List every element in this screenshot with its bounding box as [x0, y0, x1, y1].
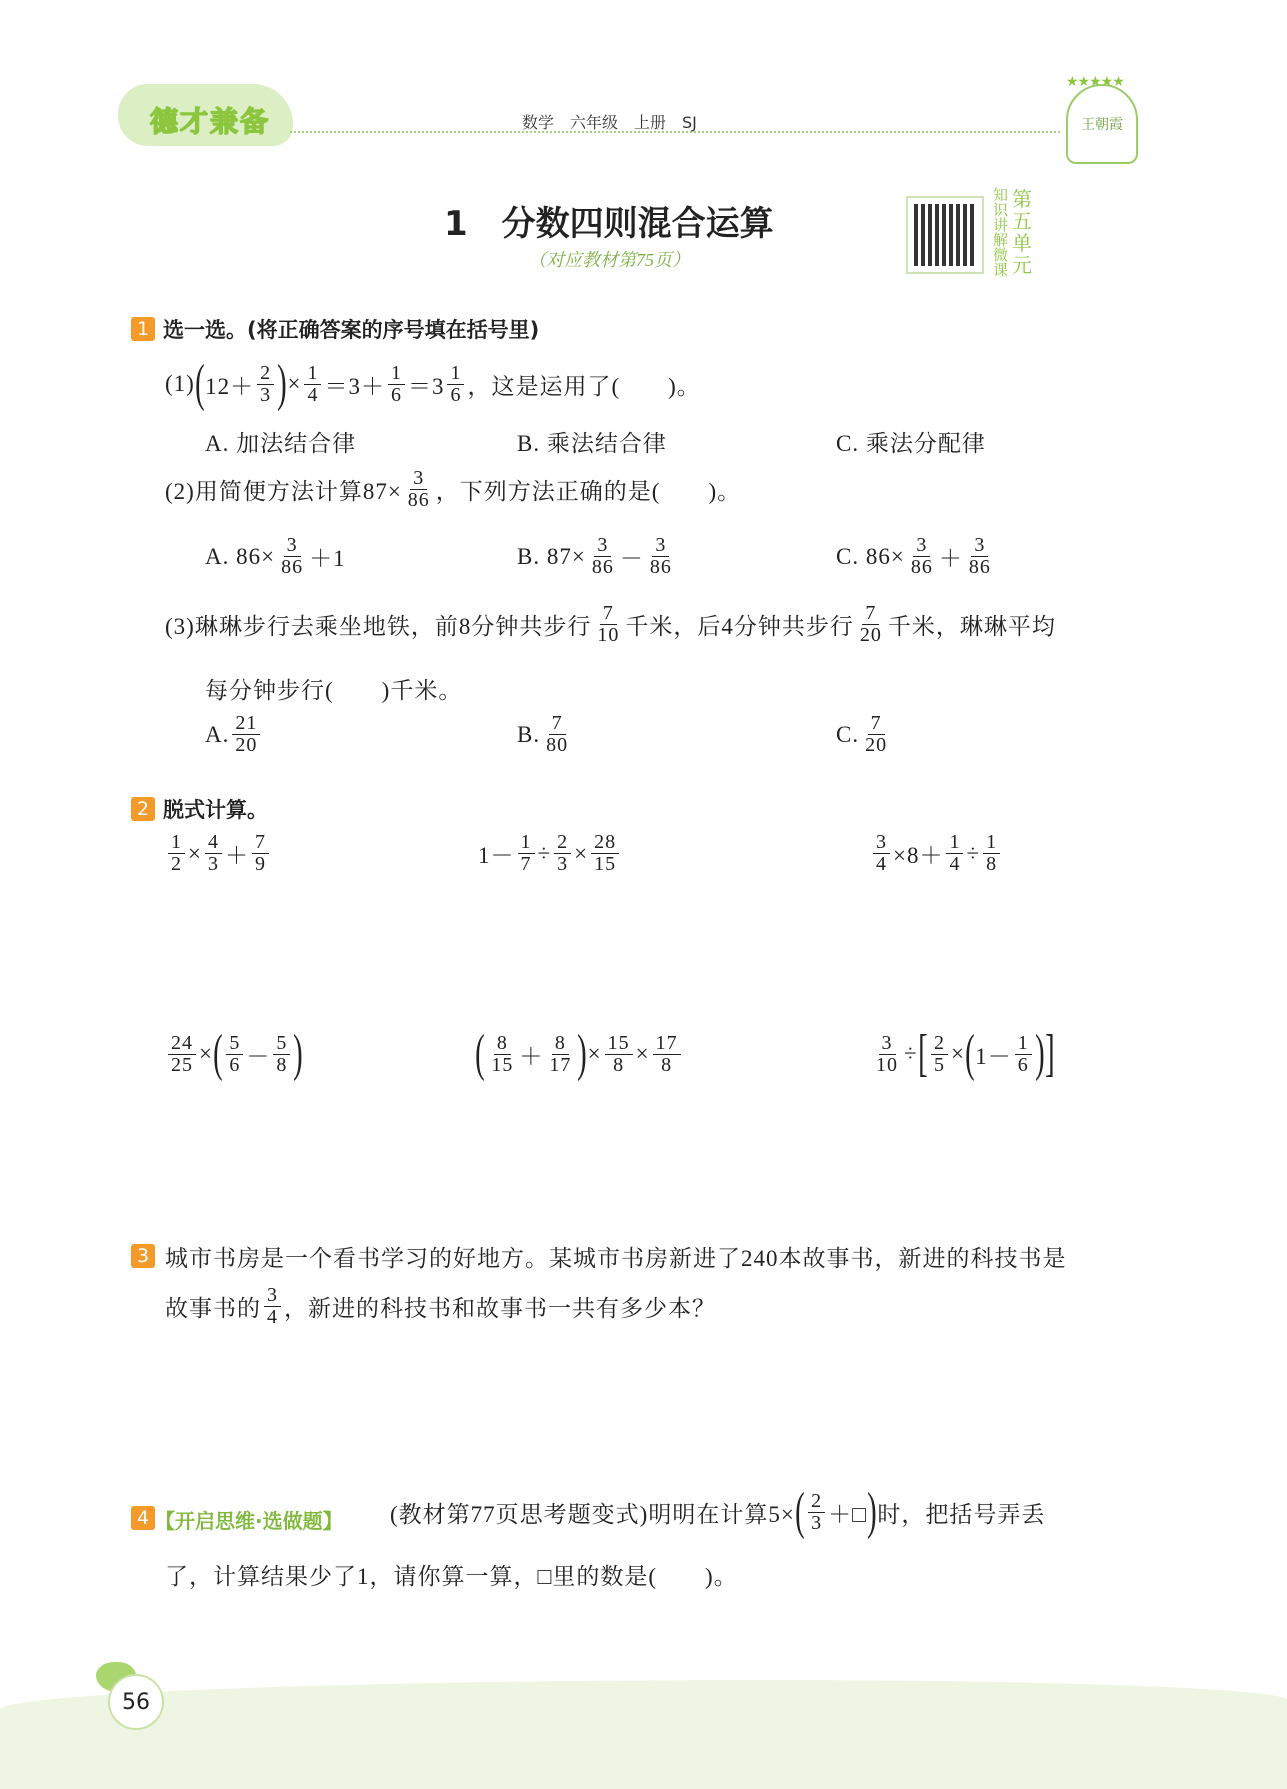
fraction [946, 832, 963, 875]
fraction [257, 363, 274, 406]
text: 12＋ [205, 373, 255, 399]
fraction [966, 535, 994, 578]
fraction [447, 363, 464, 406]
text: × [188, 840, 202, 866]
numerator: 17 [653, 1033, 681, 1055]
numerator: 8 [552, 1033, 569, 1055]
numerator: 7 [600, 603, 617, 625]
fraction [168, 1033, 196, 1076]
denominator: 6 [1017, 1053, 1029, 1076]
fraction [304, 363, 321, 406]
text: C. 乘法分配律 [836, 431, 986, 456]
text: ＋ [519, 1043, 544, 1069]
q1-number: 1 [131, 317, 155, 341]
fraction [908, 535, 936, 578]
q1-3-question [165, 603, 1056, 646]
fraction [647, 535, 675, 578]
text: ÷ [966, 840, 981, 866]
fraction [653, 1033, 681, 1076]
text: ＋ [938, 546, 963, 571]
q1-2-question [165, 468, 741, 511]
numerator: 7 [862, 603, 879, 625]
denominator: 9 [254, 853, 266, 875]
denominator: 7 [520, 853, 532, 875]
bracket: ) [867, 1483, 878, 1540]
text: 故事书的 [165, 1296, 261, 1321]
unit-label: 第五单元 [1012, 187, 1032, 277]
denominator: 86 [281, 556, 304, 578]
q1-1-option-c [836, 425, 986, 458]
denominator: 4 [949, 853, 961, 875]
fraction [589, 535, 617, 578]
text: 千米，琳琳平均 [887, 614, 1056, 639]
text: 千米，后4分钟共步行 [625, 614, 854, 639]
q2-expr-2 [478, 832, 622, 875]
fraction [278, 535, 306, 578]
bracket: ( [194, 355, 206, 412]
fraction [862, 713, 890, 756]
q1-3-option-c [836, 713, 893, 756]
qr-label: 知识讲解微课 [993, 186, 1009, 279]
numerator: 1 [304, 363, 321, 385]
denominator: 86 [649, 556, 672, 578]
fraction [591, 832, 619, 875]
text: C. 86× [836, 543, 905, 569]
numerator: 3 [410, 468, 427, 490]
fraction [983, 832, 1000, 875]
denominator: 20 [865, 734, 888, 756]
q2-heading-text: 脱式计算。 [163, 798, 268, 822]
qr-code[interactable] [906, 196, 984, 274]
denominator: 8 [661, 1053, 673, 1076]
fraction [808, 1491, 825, 1534]
text: ＝3＋ [324, 373, 385, 399]
fraction [554, 832, 571, 875]
text: × [635, 1041, 650, 1066]
text: 1－ [975, 1043, 1012, 1069]
bracket: [ [917, 1025, 928, 1082]
denominator: 17 [549, 1053, 572, 1076]
denominator: 3 [811, 1511, 823, 1534]
bracket: ( [475, 1025, 486, 1082]
text: (3)琳琳步行去乘坐地铁，前8分钟共步行 [165, 614, 592, 639]
denominator: 8 [613, 1053, 625, 1076]
denominator: 80 [546, 734, 569, 756]
stars-icon: ★★★★★ [1066, 75, 1124, 90]
text: ×8＋ [893, 843, 944, 868]
seal-text: 王朝霞 [1081, 117, 1123, 133]
text: 每分钟步行( )千米。 [205, 678, 463, 703]
footer-band [0, 1680, 1287, 1789]
denominator: 3 [207, 853, 219, 875]
fraction [873, 1033, 901, 1076]
text: 时，把括号弄丢 [877, 1501, 1046, 1527]
numerator: 1 [946, 832, 963, 854]
denominator: 6 [450, 383, 462, 406]
q2-expr-6 [870, 1025, 1056, 1082]
text: ÷ [537, 840, 552, 866]
denominator: 10 [876, 1053, 898, 1076]
q4-text-line2 [165, 1558, 738, 1591]
text: ÷ [904, 1041, 918, 1066]
denominator: 8 [276, 1053, 288, 1076]
text: 城市书房是一个看书学习的好地方。某城市书房新进了240本故事书，新进的科技书是 [165, 1246, 1067, 1271]
text: × [574, 840, 589, 866]
qr-icon [914, 204, 976, 266]
denominator: 20 [235, 734, 258, 756]
denominator: 10 [597, 624, 620, 646]
q1-1-question [165, 355, 701, 412]
q4-number: 4 [131, 1506, 155, 1530]
fraction [168, 832, 185, 875]
numerator: 7 [549, 713, 566, 735]
numerator: 28 [591, 832, 619, 854]
numerator: 1 [447, 363, 464, 385]
fraction [594, 603, 622, 646]
text: B. 乘法结合律 [517, 431, 667, 456]
fraction [388, 363, 405, 406]
text: ＋1 [309, 546, 346, 571]
page-title: 1 分数四则混合运算 [444, 204, 774, 244]
denominator: 86 [910, 556, 933, 578]
page-number-circle [108, 1674, 164, 1730]
q2-expr-5 [475, 1025, 684, 1082]
denominator: 86 [591, 556, 614, 578]
q1-1-option-b [517, 425, 667, 458]
q1-3-option-a [205, 713, 263, 756]
numerator: 5 [273, 1033, 290, 1055]
denominator: 8 [986, 853, 998, 875]
numerator: 3 [284, 535, 301, 557]
q2-expr-4 [165, 1025, 304, 1082]
text: － [246, 1043, 271, 1069]
q1-3-option-b [517, 713, 574, 756]
text: B. 87× [517, 543, 586, 569]
fraction [205, 832, 222, 875]
fraction [252, 832, 269, 875]
bracket: ) [577, 1025, 588, 1082]
fraction [1015, 1033, 1032, 1076]
denominator: 86 [407, 489, 430, 511]
denominator: 6 [390, 383, 402, 406]
numerator: 3 [264, 1285, 281, 1307]
numerator: 3 [594, 535, 611, 557]
fraction [226, 1033, 243, 1076]
numerator: 15 [605, 1033, 633, 1055]
numerator: 5 [226, 1033, 243, 1055]
bracket: ( [965, 1025, 976, 1082]
denominator: 25 [171, 1053, 193, 1076]
denominator: 2 [171, 853, 182, 875]
bracket: ) [293, 1025, 304, 1082]
denominator: 4 [307, 383, 319, 406]
text: 1－ [478, 843, 515, 868]
q2-heading [131, 794, 268, 824]
q4-tag: 【开启思维·选做题】 [155, 1509, 343, 1533]
q2-number: 2 [131, 797, 155, 821]
q1-heading [131, 314, 539, 344]
numerator: 1 [1015, 1033, 1032, 1055]
numerator: 8 [494, 1033, 511, 1055]
numerator: 3 [652, 535, 669, 557]
text: ，这是运用了( )。 [467, 373, 701, 399]
numerator: 3 [913, 535, 930, 557]
denominator: 15 [594, 853, 617, 875]
denominator: 3 [260, 383, 272, 406]
text: × [950, 1041, 965, 1066]
fraction [873, 832, 890, 875]
denominator: 6 [229, 1053, 241, 1076]
brand-logo-text: 德才兼备 [150, 105, 271, 138]
text: C. [836, 721, 860, 747]
q1-1-option-a [205, 425, 356, 458]
bracket: ] [1045, 1025, 1056, 1082]
text: ＋ [224, 843, 249, 868]
text: A. [205, 721, 230, 747]
numerator: 7 [868, 713, 885, 735]
denominator: 4 [267, 1306, 278, 1328]
fraction [273, 1033, 290, 1076]
q2-expr-1 [165, 832, 272, 875]
numerator: 1 [983, 832, 1000, 854]
numerator: 1 [518, 832, 535, 854]
text: × [199, 1041, 213, 1066]
text: (教材第77页思考题变式)明明在计算5× [390, 1501, 795, 1527]
numerator: 1 [388, 363, 405, 385]
numerator: 2 [931, 1033, 948, 1055]
bracket: ( [213, 1025, 224, 1082]
q3-text-line2 [165, 1285, 716, 1328]
text: ，新进的科技书和故事书一共有多少本？ [284, 1296, 716, 1321]
denominator: 3 [557, 853, 569, 875]
q1-2-option-a [205, 535, 346, 578]
text: － [619, 546, 644, 571]
numerator: 3 [879, 1033, 896, 1055]
text: ＝3 [407, 373, 445, 399]
numerator: 2 [808, 1491, 825, 1513]
bracket: ) [277, 355, 288, 412]
header-subject: 数学 六年级 上册 SJ [522, 113, 697, 132]
text: × [587, 1041, 602, 1066]
page-subtitle: （对应教材第75页） [528, 250, 690, 270]
bracket: ( [794, 1483, 806, 1540]
q1-heading-text: 选一选。(将正确答案的序号填在括号里) [163, 318, 540, 342]
q3-text-line1 [165, 1240, 1067, 1273]
fraction [232, 713, 260, 756]
fraction [546, 1033, 574, 1076]
denominator: 5 [933, 1053, 945, 1076]
fraction [931, 1033, 948, 1076]
numerator: 21 [232, 713, 260, 735]
denominator: 20 [859, 624, 882, 646]
fraction [405, 468, 433, 511]
text: A. 86× [205, 543, 276, 569]
numerator: 4 [205, 832, 222, 854]
numerator: 1 [168, 832, 185, 854]
fraction [488, 1033, 516, 1076]
numerator: 3 [971, 535, 988, 557]
bracket: ) [1034, 1025, 1045, 1082]
q2-expr-3 [870, 832, 1003, 875]
denominator: 15 [491, 1053, 514, 1076]
seal-logo [1066, 84, 1138, 164]
text: B. [517, 721, 541, 747]
text: (1) [165, 371, 195, 396]
fraction [543, 713, 571, 756]
fraction [605, 1033, 633, 1076]
numerator: 3 [873, 832, 890, 854]
text: 了，计算结果少了1，请你算一算，□里的数是( )。 [165, 1564, 738, 1589]
page-number: 56 [122, 1689, 150, 1715]
q1-2-option-b [517, 535, 678, 578]
fraction [857, 603, 885, 646]
numerator: 24 [168, 1033, 196, 1055]
numerator: 2 [554, 832, 571, 854]
q1-2-option-c [836, 535, 997, 578]
text: ，下列方法正确的是( )。 [435, 479, 742, 504]
fraction [264, 1285, 281, 1328]
text: A. 加法结合律 [205, 431, 357, 456]
denominator: 4 [876, 853, 887, 875]
text: (2)用简便方法计算87× [165, 479, 402, 504]
text: ＋□ [828, 1501, 868, 1527]
q4-text-line1 [390, 1483, 1046, 1540]
numerator: 7 [252, 832, 269, 854]
text: × [287, 371, 302, 396]
q1-3-question-line2 [205, 672, 462, 705]
fraction [518, 832, 535, 875]
denominator: 86 [968, 556, 991, 578]
numerator: 2 [257, 363, 274, 385]
q3-number: 3 [131, 1244, 155, 1268]
